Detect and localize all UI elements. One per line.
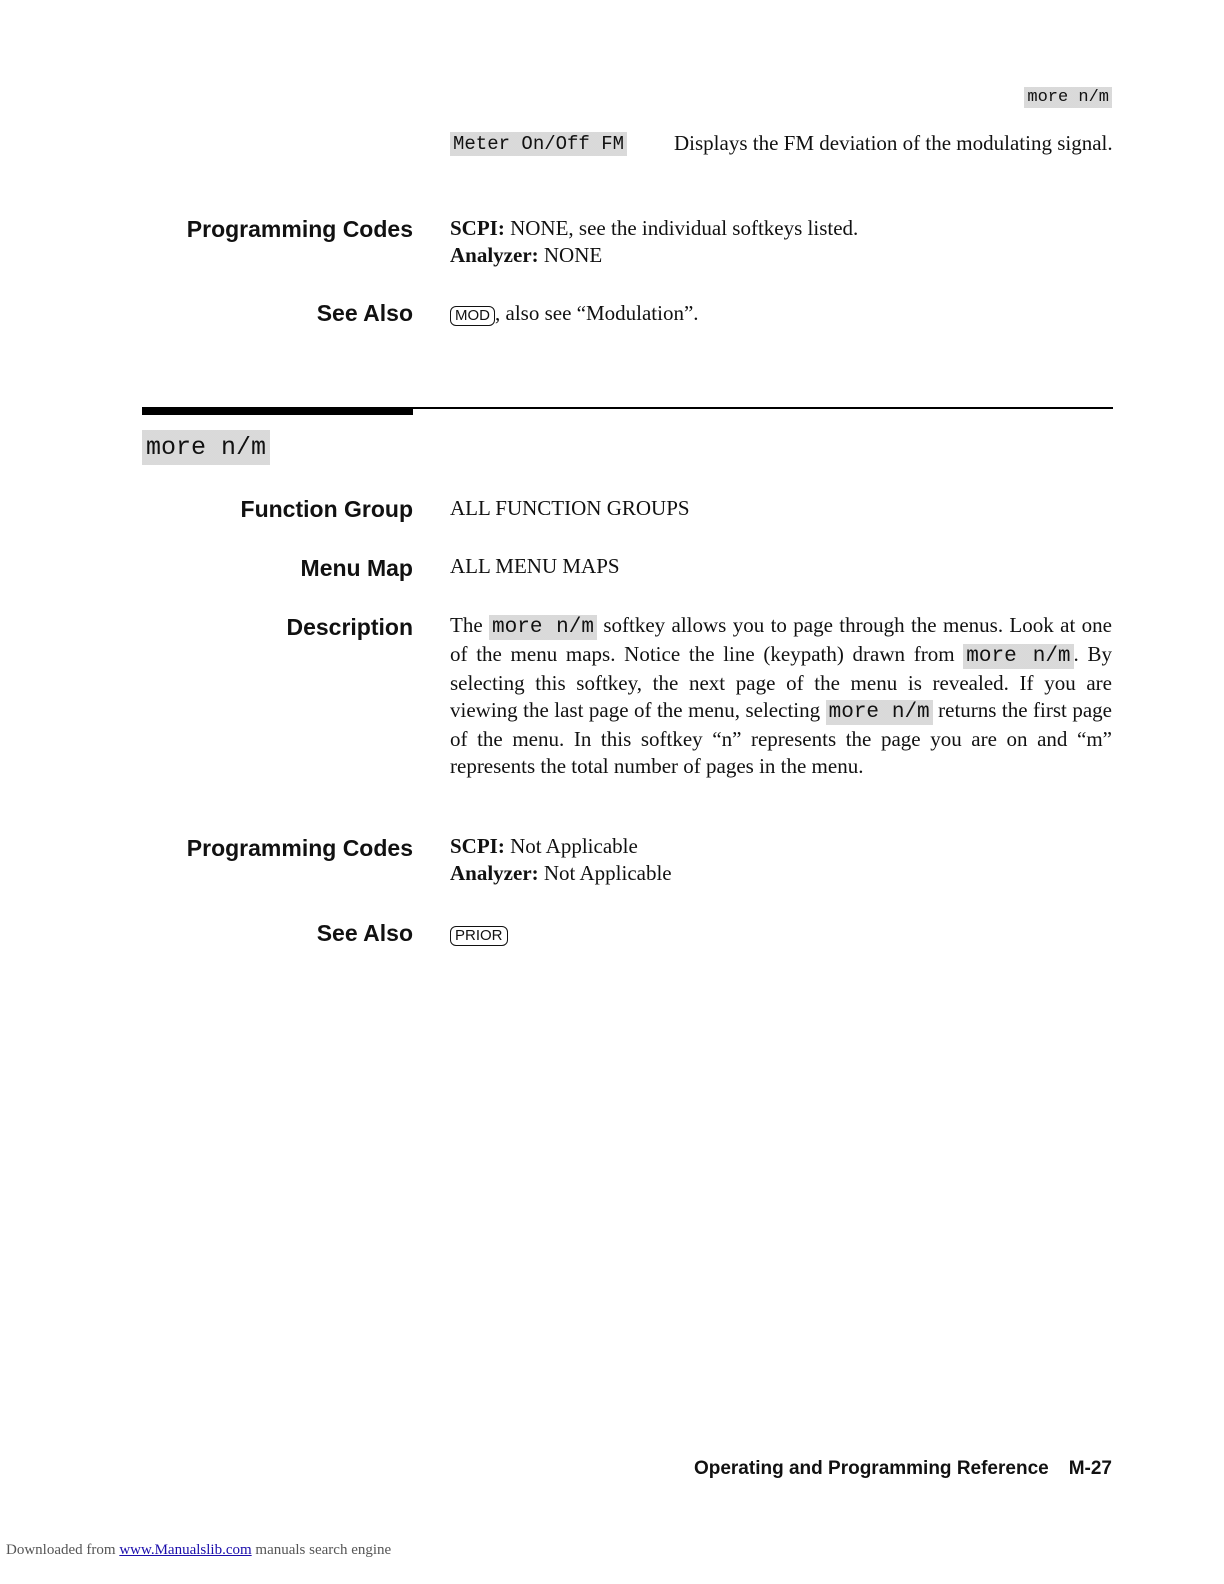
function-group-value: ALL FUNCTION GROUPS [450,496,690,520]
programming-codes-1 [450,215,1110,269]
entry-title: more n/m [142,432,270,463]
scpi-label-2: SCPI: [450,834,505,858]
analyzer-value-1: NONE [543,243,603,267]
see-also-label-2: See Also [316,920,413,946]
meter-onoff-fm-description: Displays the FM deviation of the modulating signal. [674,131,1113,155]
see-also-1 [450,300,699,327]
description-label: Description [286,614,413,640]
scpi-label-1: SCPI: [450,216,505,240]
function-group-label: Function Group [240,496,413,522]
softkey-ref-1: more n/m [489,615,597,640]
scpi-value-1: NONE, see the individual softkeys listed. [510,216,859,240]
footer-title: Operating and Programming Reference [693,1458,1049,1479]
mod-key: MOD [450,306,495,326]
analyzer-label-2: Analyzer: [450,861,539,885]
softkey-ref-3: more n/m [826,700,933,725]
prior-key: PRIOR [450,926,508,946]
scpi-value-2: Not Applicable [510,834,638,858]
manualslib-link[interactable]: www.Manualslib.com [119,1542,252,1558]
header-softkey: more n/m [1024,82,1112,111]
menu-map-label: Menu Map [300,555,413,581]
page-footer [694,1458,1112,1480]
see-also-text-1: , also see “Modulation”. [495,301,699,325]
programming-codes-2 [450,833,1110,887]
programming-codes-label-1: Programming Codes [186,216,413,242]
download-notice: Downloaded from www.Manualslib.com manuals search engine [6,1542,392,1558]
see-also-label-1: See Also [316,300,413,326]
section-divider-thin [413,407,1113,409]
menu-map-value: ALL MENU MAPS [450,554,620,578]
softkey-ref-2: more n/m [963,644,1073,669]
description-text: The more n/m softkey allows you to page through the menus. Look at one of the menu maps. Notice the line (keypath) drawn from more n/m . By selecting this softkey, the next page of the menu is revealed. If you are viewing the last page of the menu, selecting more n/m returns the first page of the menu. In this softkey “n” represents the page you are on and “m” represents the total number of pages in the menu. [450,613,1112,778]
section-divider-thick [142,407,413,415]
analyzer-value-2: Not Applicable [543,861,672,885]
page-number: M-27 [1068,1458,1112,1479]
programming-codes-label-2: Programming Codes [186,835,413,861]
analyzer-label-1: Analyzer: [450,243,539,267]
see-also-2 [450,920,508,947]
meter-onoff-fm-softkey: Meter On/Off FM [450,130,627,158]
